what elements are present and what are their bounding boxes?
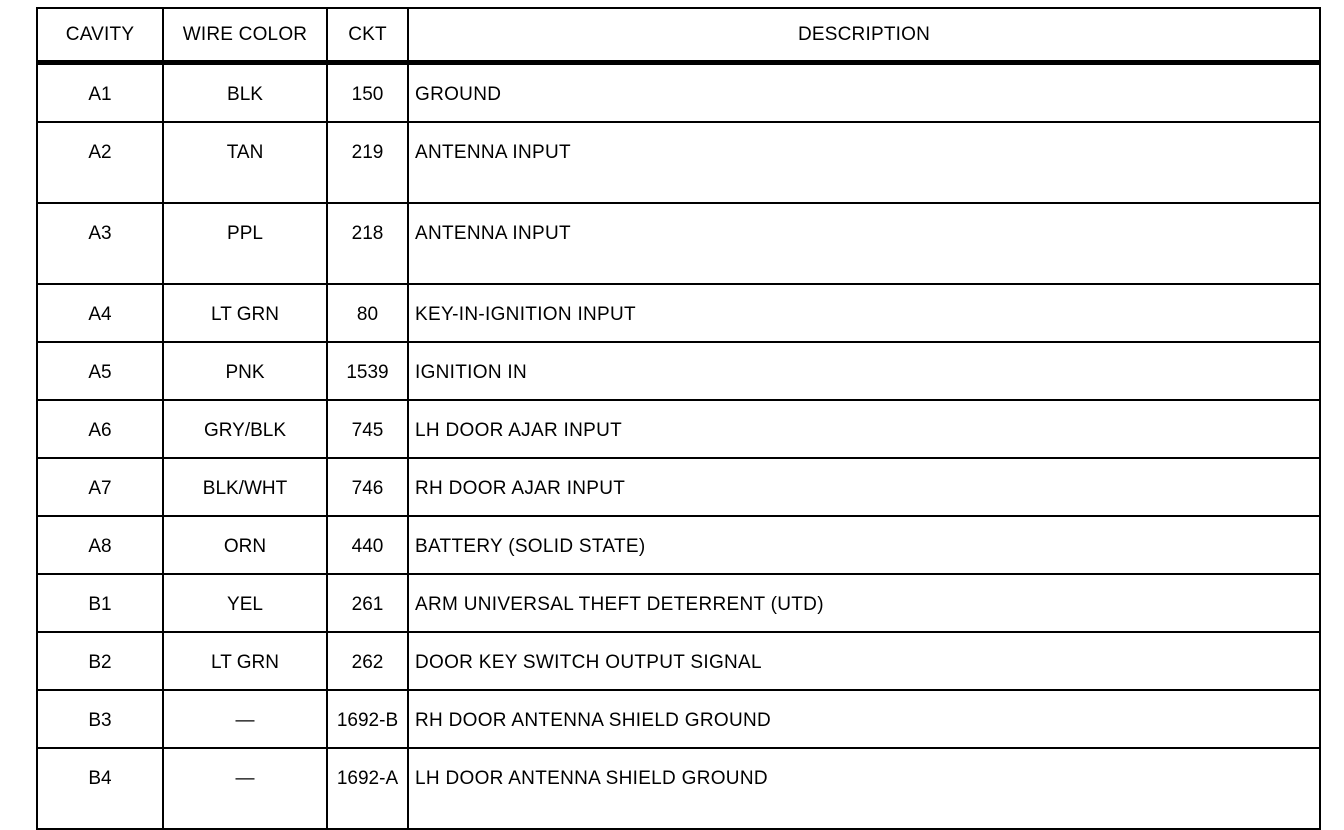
cell-cavity: B4: [37, 748, 163, 829]
cell-description: ANTENNA INPUT: [408, 122, 1320, 203]
cell-description: LH DOOR ANTENNA SHIELD GROUND: [408, 748, 1320, 829]
cell-ckt: 219: [327, 122, 408, 203]
table-row: [37, 632, 1320, 690]
cell-description: KEY-IN-IGNITION INPUT: [408, 284, 1320, 342]
table-row: [37, 690, 1320, 748]
table-row: [37, 284, 1320, 342]
cell-wire-color: PNK: [163, 342, 327, 400]
cell-wire-color: BLK: [163, 63, 327, 123]
cell-ckt: 261: [327, 574, 408, 632]
cell-wire-color: BLK/WHT: [163, 458, 327, 516]
table-row: [37, 574, 1320, 632]
cell-cavity: A5: [37, 342, 163, 400]
cell-cavity: A6: [37, 400, 163, 458]
cell-description: RH DOOR AJAR INPUT: [408, 458, 1320, 516]
cell-ckt: 218: [327, 203, 408, 284]
cell-ckt: 262: [327, 632, 408, 690]
cell-wire-color: —: [163, 690, 327, 748]
cell-cavity: A7: [37, 458, 163, 516]
cell-ckt: 746: [327, 458, 408, 516]
cell-ckt: 745: [327, 400, 408, 458]
table-row: [37, 516, 1320, 574]
cell-wire-color: —: [163, 748, 327, 829]
cell-ckt: 150: [327, 63, 408, 123]
cell-cavity: B3: [37, 690, 163, 748]
cell-cavity: A1: [37, 63, 163, 123]
header-ckt: CKT: [327, 8, 408, 63]
cell-wire-color: TAN: [163, 122, 327, 203]
cell-ckt: 80: [327, 284, 408, 342]
cell-cavity: B1: [37, 574, 163, 632]
cell-description: DOOR KEY SWITCH OUTPUT SIGNAL: [408, 632, 1320, 690]
cell-wire-color: PPL: [163, 203, 327, 284]
cell-description: GROUND: [408, 63, 1320, 123]
cell-wire-color: ORN: [163, 516, 327, 574]
table-row: [37, 400, 1320, 458]
cell-description: IGNITION IN: [408, 342, 1320, 400]
header-cavity: CAVITY: [37, 8, 163, 63]
cell-wire-color: YEL: [163, 574, 327, 632]
table-row: [37, 458, 1320, 516]
table-row: [37, 122, 1320, 203]
cell-wire-color: LT GRN: [163, 632, 327, 690]
header-description: DESCRIPTION: [408, 8, 1320, 63]
cell-description: LH DOOR AJAR INPUT: [408, 400, 1320, 458]
connector-pinout-table: [36, 7, 1321, 830]
cell-ckt: 1692-B: [327, 690, 408, 748]
table-row: [37, 63, 1320, 123]
cell-cavity: A2: [37, 122, 163, 203]
cell-ckt: 1692-A: [327, 748, 408, 829]
cell-cavity: A3: [37, 203, 163, 284]
cell-description: RH DOOR ANTENNA SHIELD GROUND: [408, 690, 1320, 748]
cell-description: ANTENNA INPUT: [408, 203, 1320, 284]
header-wire-color: WIRE COLOR: [163, 8, 327, 63]
cell-wire-color: GRY/BLK: [163, 400, 327, 458]
cell-ckt: 1539: [327, 342, 408, 400]
table-row: [37, 203, 1320, 284]
cell-ckt: 440: [327, 516, 408, 574]
cell-cavity: A4: [37, 284, 163, 342]
cell-description: BATTERY (SOLID STATE): [408, 516, 1320, 574]
cell-description: ARM UNIVERSAL THEFT DETERRENT (UTD): [408, 574, 1320, 632]
table-header-row: [37, 8, 1320, 63]
table-row: [37, 342, 1320, 400]
cell-cavity: A8: [37, 516, 163, 574]
table-row: [37, 748, 1320, 829]
cell-wire-color: LT GRN: [163, 284, 327, 342]
cell-cavity: B2: [37, 632, 163, 690]
